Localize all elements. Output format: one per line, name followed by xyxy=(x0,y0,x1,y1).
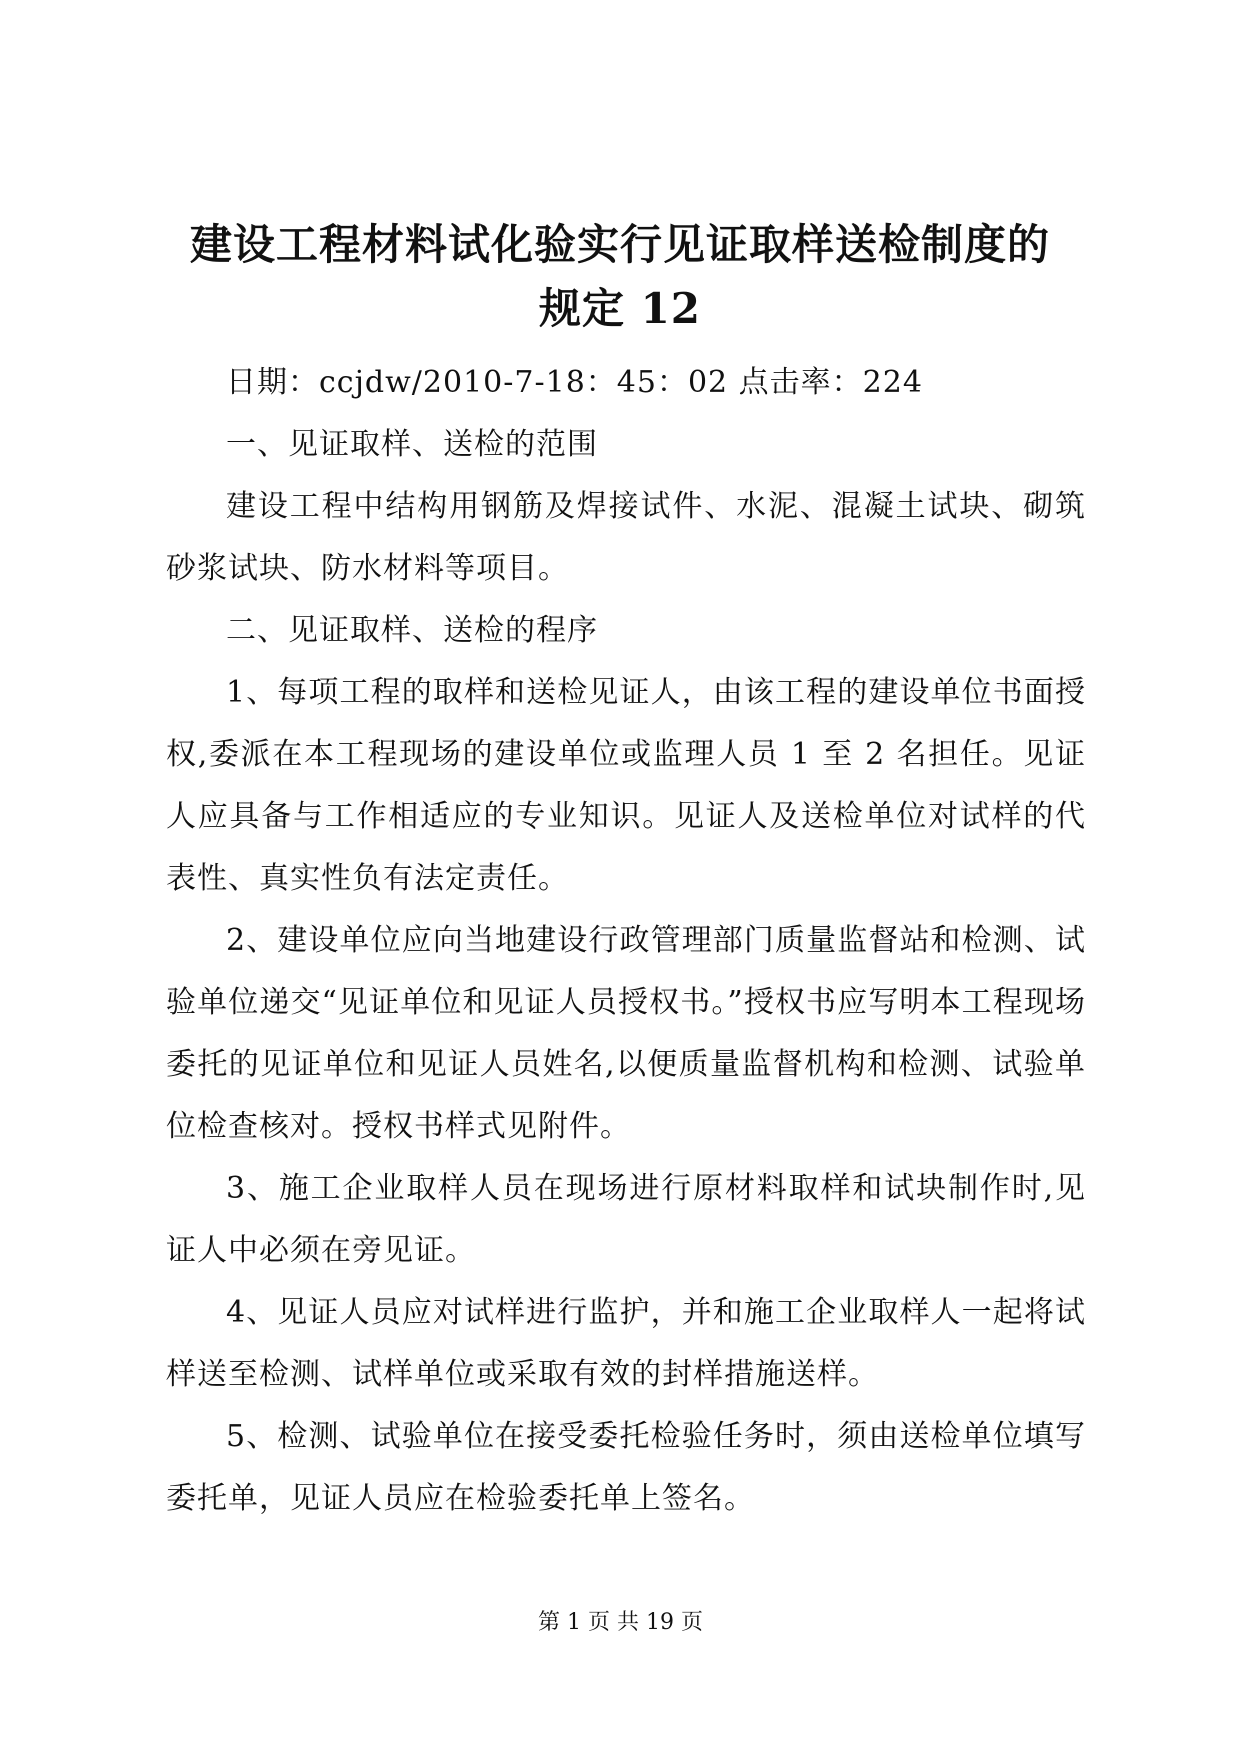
title-line-2: 规定 12 xyxy=(538,284,702,333)
title-line-1: 建设工程材料试化验实行见证取样送检制度的 xyxy=(189,220,1050,269)
document-title xyxy=(150,213,1090,341)
paragraph-item-3: 3、施工企业取样人员在现场进行原材料取样和试块制作时,见证人中必须在旁见证。 xyxy=(166,1171,1086,1268)
section-heading-scope: 一、见证取样、送检的范围 xyxy=(226,427,598,462)
paragraph-item-5: 5、检测、试验单位在接受委托检验任务时，须由送检单位填写委托单，见证人员应在检验委托单上签名。 xyxy=(166,1419,1086,1516)
paragraph-scope: 建设工程中结构用钢筋及焊接试件、水泥、混凝土试块、砌筑砂浆试块、防水材料等项目。 xyxy=(166,489,1086,586)
document-body xyxy=(166,352,1086,1530)
paragraph-item-2: 2、建设单位应向当地建设行政管理部门质量监督站和检测、试验单位递交“见证单位和见证人员授权书。”授权书应写明本工程现场委托的见证单位和见证人员姓名,以便质量监督机构和检测、试验单位检查核对。授权书样式见附件。 xyxy=(166,923,1086,1144)
paragraph-item-1: 1、每项工程的取样和送检见证人，由该工程的建设单位书面授权,委派在本工程现场的建设单位或监理人员 1 至 2 名担任。见证人应具备与工作相适应的专业知识。见证人及送检单位对试样的代表性、真实性负有法定责任。 xyxy=(166,675,1086,896)
section-heading-procedure: 二、见证取样、送检的程序 xyxy=(226,613,598,648)
page-footer: 第 1 页 共 19 页 xyxy=(538,1610,703,1635)
meta-line: 日期：ccjdw/2010-7-18：45：02 点击率：224 xyxy=(226,365,923,400)
paragraph-item-4: 4、见证人员应对试样进行监护，并和施工企业取样人一起将试样送至检测、试样单位或采取有效的封样措施送样。 xyxy=(166,1295,1086,1392)
